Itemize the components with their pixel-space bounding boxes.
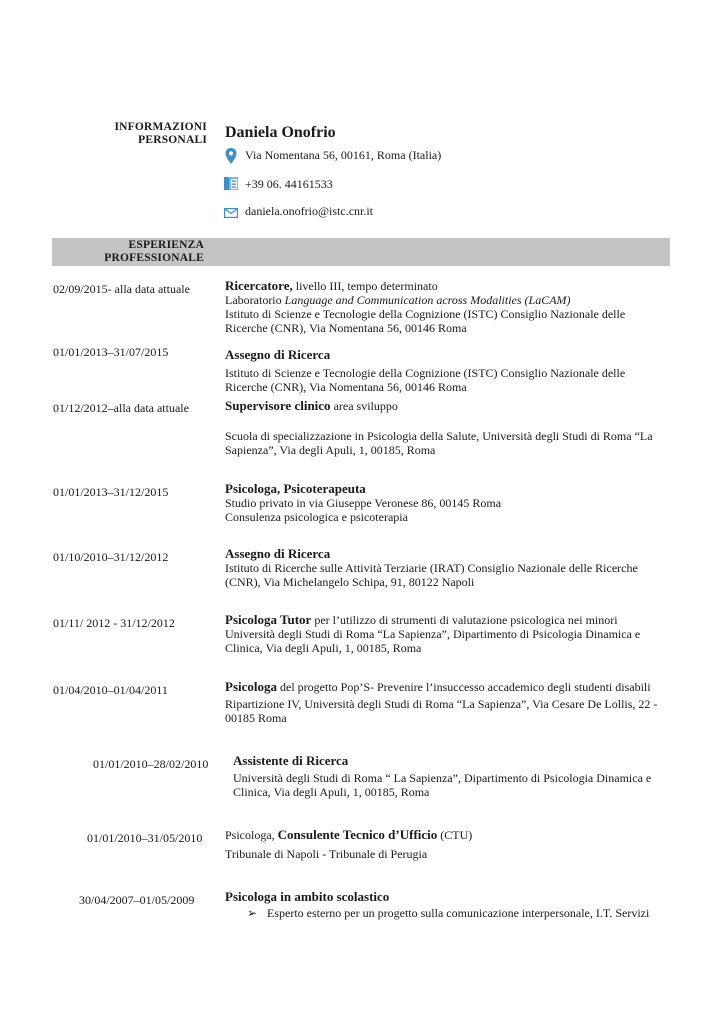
entry-title: Psicologa Tutor [225,612,312,627]
entry-date: 01/01/2010–31/05/2010 [87,831,203,845]
section-label-line-1: ESPERIENZA [128,239,204,251]
entry-details [225,890,680,920]
entry-line: Università degli Studi di Roma “La Sapienza”, Dipartimento di Psicologia Dinamica e [225,627,641,641]
entry-line: Clinica, Via degli Apuli, 1, 00185, Roma [225,641,422,655]
entry-lab-name: Language and Communication across Modalities (LaCAM) [284,293,571,307]
entry-line: Ricerche (CNR), Via Nomentana 56, 00146 Roma [225,380,467,394]
entry-line: (CNR), Via Michelangelo Schipa, 91, 80122 Napoli [225,575,475,589]
entry-title: Psicologa [225,679,277,694]
bullet-text: Esperto esterno per un progetto sulla comunicazione interpersonale, I.T. Servizi [267,906,650,920]
entry-details [225,399,680,457]
entry-title: Ricercatore, [225,278,293,293]
entry-details [233,754,673,799]
entry-title: Consulente Tecnico d’Ufficio [277,827,438,842]
person-name: Daniela Onofrio [225,124,336,141]
entry-title-suffix: area sviluppo [330,399,398,413]
arrow-bullet-icon: ➢ [247,906,258,920]
entry-details [225,828,680,861]
entry-line: Sapienza”, Via degli Apuli, 1, 00185, Roma [225,443,436,457]
entry-date: 01/12/2012–alla data attuale [53,401,189,415]
entry-title-suffix: del progetto Pop’S- Prevenire l’insuccesso accademico degli studenti disabili [277,680,651,694]
entry-line: Istituto di Scienze e Tecnologie della Cognizione (ISTC) Consiglio Nazionale delle [225,366,626,380]
entry-title-suffix: per l’utilizzo di strumenti di valutazione psicologica nei minori [311,613,618,627]
phone-text: +39 06. 44161533 [245,177,333,191]
entry-details [225,279,680,335]
entry-date: 01/01/2013–31/12/2015 [53,485,169,499]
entry-line: Ripartizione IV, Università degli Studi di Roma “La Sapienza”, Via Cesare De Lollis, 22 - [225,697,658,711]
entry-line: Clinica, Via degli Apuli, 1, 00185, Roma [233,785,430,799]
entry-title: Assistente di Ricerca [233,753,349,768]
entry-line-prefix: Laboratorio [225,293,285,307]
entry-title-suffix: livello III, tempo determinato [292,279,438,293]
entry-date: 01/10/2010–31/12/2012 [53,550,169,564]
section-label-personal-info [60,121,207,147]
location-pin-icon [224,148,238,162]
email-text[interactable]: daniela.onofrio@istc.cnr.it [245,204,374,218]
entry-line: Tribunale di Napoli - Tribunale di Perugia [225,847,428,861]
entry-title-prefix: Psicologa, [225,828,278,842]
entry-line: Università degli Studi di Roma “ La Sapienza”, Dipartimento di Psicologia Dinamica e [233,771,652,785]
entry-line: Studio privato in via Giuseppe Veronese 86, 00145 Roma [225,496,502,510]
entry-details [225,482,680,524]
entry-line: Ricerche (CNR), Via Nomentana 56, 00146 Roma [225,321,467,335]
entry-line: Scuola di specializzazione in Psicologia della Salute, Università degli Studi di Roma “La [225,429,653,443]
entry-date: 01/04/2010–01/04/2011 [53,683,168,697]
entry-date: 30/04/2007–01/05/2009 [79,893,195,907]
entry-title-suffix: (CTU) [437,828,473,842]
entry-line: Istituto di Scienze e Tecnologie della Cognizione (ISTC) Consiglio Nazionale delle [225,307,626,321]
entry-date: 01/01/2013–31/07/2015 [53,345,169,359]
section-label-line-1: INFORMAZIONI [114,121,207,133]
entry-title: Psicologa, Psicoterapeuta [225,481,366,496]
section-label-line-2: PROFESSIONALE [104,252,204,264]
entry-line: Consulenza psicologica e psicoterapia [225,510,408,524]
entry-details [225,547,680,589]
entry-line: Istituto di Ricerche sulle Attività Terziarie (IRAT) Consiglio Nazionale delle Ricerche [225,561,638,575]
entry-title: Assegno di Ricerca [225,347,331,362]
entry-date: 02/09/2015- alla data attuale [53,282,190,296]
phone-icon [224,177,238,191]
section-label-line-2: PERSONALI [138,134,207,146]
entry-title: Supervisore clinico [225,398,331,413]
entry-date: 01/11/ 2012 - 31/12/2012 [53,616,175,630]
bullet-item [225,906,680,920]
entry-details [225,348,680,394]
entry-date: 01/01/2010–28/02/2010 [93,757,209,771]
email-icon [224,207,238,221]
entry-title: Assegno di Ricerca [225,546,331,561]
section-label-experience [60,239,204,265]
entry-details [225,613,673,655]
entry-details [225,680,675,725]
entry-title: Psicologa in ambito scolastico [225,889,390,904]
entry-line: 00185 Roma [225,711,287,725]
address-text: Via Nomentana 56, 00161, Roma (Italia) [245,148,442,162]
